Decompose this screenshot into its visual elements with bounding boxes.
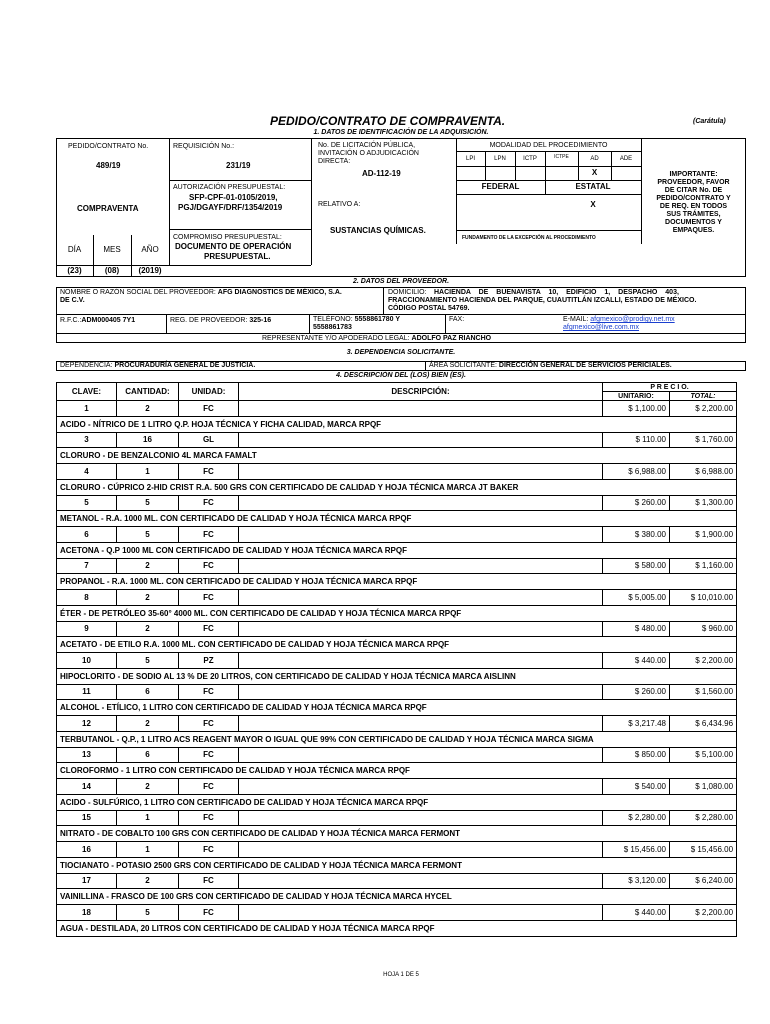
item-empty-cell — [239, 810, 603, 826]
compromiso-value-2: PRESUPUESTAL. — [204, 252, 271, 261]
relativo-label: RELATIVO A: — [318, 201, 361, 208]
item-cantidad: 6 — [117, 684, 179, 700]
table-row — [57, 432, 737, 448]
table-row — [57, 779, 737, 795]
table-row — [57, 590, 737, 606]
licitacion-label: No. DE LICITACIÓN PÚBLICA, INVITACIÓN O ADJUDICACIÓN DIRECTA: — [318, 142, 419, 165]
table-row-description — [57, 574, 737, 590]
table-row — [57, 653, 737, 669]
page-number: HOJA 1 DE 5 — [383, 972, 419, 978]
item-cantidad: 1 — [117, 810, 179, 826]
modalidad-ad-mark: X — [591, 168, 598, 177]
item-total: $ 6,434.96 — [670, 716, 737, 732]
item-total: $ 2,280.00 — [670, 810, 737, 826]
item-clave: 7 — [57, 558, 117, 574]
autorizacion-value-2: PGJ/DGAYF/DRF/1354/2019 — [178, 203, 283, 212]
item-total: $ 1,300.00 — [670, 495, 737, 511]
modalidad-ictp: ICTP — [523, 156, 537, 162]
table-row-description — [57, 889, 737, 905]
unitario-header: UNITARIO: — [603, 392, 670, 401]
section-3-title: 3. DEPENDENCIA SOLICITANTE. — [346, 349, 456, 356]
item-unitario: $ 5,005.00 — [603, 590, 670, 606]
table-row — [57, 684, 737, 700]
rfc-label: R.F.C.:ADM000405 7Y1 — [60, 317, 136, 324]
item-cantidad: 2 — [117, 590, 179, 606]
item-empty-cell — [239, 716, 603, 732]
item-empty-cell — [239, 747, 603, 763]
item-total: $ 1,160.00 — [670, 558, 737, 574]
modalidad-label: MODALIDAD DEL PROCEDIMIENTO — [489, 142, 608, 149]
item-cantidad: 2 — [117, 401, 179, 417]
modalidad-ictpe: ICTPE — [554, 154, 569, 160]
item-description: METANOL - R.A. 1000 ML. CON CERTIFICADO DE CALIDAD Y HOJA TÉCNICA MARCA RPQF — [57, 511, 737, 527]
item-total: $ 1,560.00 — [670, 684, 737, 700]
anio-label: AÑO — [141, 245, 159, 254]
domicilio-value-2: FRACCIONAMIENTO HACIENDA DEL PARQUE, CUAUTITLÁN IZCALLI, ESTADO DE MÉXICO. — [388, 297, 697, 304]
domicilio-value-3: CÓDIGO POSTAL 54769. — [388, 305, 470, 312]
table-row — [57, 747, 737, 763]
item-clave: 6 — [57, 527, 117, 543]
requisicion-value: 231/19 — [226, 161, 251, 170]
modalidad-lpn: LPN — [494, 156, 506, 162]
item-empty-cell — [239, 653, 603, 669]
fax-label: FAX: — [449, 316, 465, 323]
item-description: HIPOCLORITO - DE SODIO AL 13 % DE 20 LITROS, CON CERTIFICADO DE CALIDAD Y HOJA TÉCNICA MARCA AISLINN — [57, 668, 737, 684]
table-row-description — [57, 763, 737, 779]
modalidad-lpi: LPI — [465, 156, 475, 162]
mes-label: MES — [103, 245, 121, 254]
item-unidad: FC — [179, 873, 239, 889]
modalidad-ade: ADE — [619, 156, 633, 162]
item-unitario: $ 440.00 — [603, 905, 670, 921]
item-unidad: FC — [179, 779, 239, 795]
item-clave: 13 — [57, 747, 117, 763]
table-row — [57, 495, 737, 511]
telefono-label: TELÉFONO: 5558861780 Y — [313, 316, 401, 323]
item-clave: 9 — [57, 621, 117, 637]
total-header: TOTAL: — [670, 392, 737, 401]
item-clave: 3 — [57, 432, 117, 448]
item-total: $ 2,200.00 — [670, 905, 737, 921]
descripcion-header: DESCRIPCIÓN: — [239, 383, 603, 401]
item-unidad: FC — [179, 810, 239, 826]
item-description: PROPANOL - R.A. 1000 ML. CON CERTIFICADO DE CALIDAD Y HOJA TÉCNICA MARCA RPQF — [57, 574, 737, 590]
representante-label: REPRESENTANTE Y/O APODERADO LEGAL: ADOLFO PAZ RIANCHO — [262, 335, 492, 342]
table-row-description — [57, 668, 737, 684]
table-row — [57, 527, 737, 543]
item-total: $ 5,100.00 — [670, 747, 737, 763]
table-row-description — [57, 605, 737, 621]
table-row-description — [57, 826, 737, 842]
item-clave: 10 — [57, 653, 117, 669]
dia-value: (23) — [67, 266, 82, 275]
table-row — [57, 810, 737, 826]
table-row — [57, 621, 737, 637]
item-description: CLOROFORMO - 1 LITRO CON CERTIFICADO DE CALIDAD Y HOJA TÉCNICA MARCA RPQF — [57, 763, 737, 779]
item-clave: 15 — [57, 810, 117, 826]
item-empty-cell — [239, 842, 603, 858]
fundamento-label: FUNDAMENTO DE LA EXCEPCIÓN AL PROCEDIMIENTO — [462, 235, 596, 241]
item-description: CLORURO - CÚPRICO 2-HID CRIST R.A. 500 GRS CON CERTIFICADO DE CALIDAD Y HOJA TÉCNICA MARCA JT BAKER — [57, 479, 737, 495]
item-clave: 12 — [57, 716, 117, 732]
item-unidad: FC — [179, 495, 239, 511]
item-unitario: $ 3,217.48 — [603, 716, 670, 732]
items-header-row — [57, 383, 737, 392]
item-cantidad: 6 — [117, 747, 179, 763]
compromiso-label: COMPROMISO PRESUPUESTAL: — [173, 234, 282, 241]
item-unitario: $ 580.00 — [603, 558, 670, 574]
item-unidad: FC — [179, 558, 239, 574]
table-row-description — [57, 920, 737, 936]
dia-label: DÍA — [67, 245, 82, 254]
dependencia-label: DEPENDENCIA: PROCURADURÍA GENERAL DE JUSTICIA. — [60, 362, 256, 369]
autorizacion-value-1: SFP-CPF-01-0105/2019, — [189, 193, 278, 202]
domicilio-value-1: HACIENDA DE BUENAVISTA 10, EDIFICIO 1, DESPACHO 403, — [434, 289, 679, 296]
pedido-value: 489/19 — [96, 161, 121, 170]
table-row-description — [57, 857, 737, 873]
area-label: ÁREA SOLICITANTE: DIRECCIÓN GENERAL DE SERVICIOS PERICIALES. — [429, 362, 672, 369]
item-empty-cell — [239, 527, 603, 543]
section-1-title: 1. DATOS DE IDENTIFICACIÓN DE LA ADQUISICIÓN. — [313, 129, 489, 136]
item-unidad: FC — [179, 716, 239, 732]
registro-label: REG. DE PROVEEDOR: 325-16 — [170, 317, 272, 324]
item-unitario: $ 2,280.00 — [603, 810, 670, 826]
item-clave: 8 — [57, 590, 117, 606]
item-unitario: $ 3,120.00 — [603, 873, 670, 889]
item-unitario: $ 850.00 — [603, 747, 670, 763]
item-description: NITRATO - DE COBALTO 100 GRS CON CERTIFICADO DE CALIDAD Y HOJA TÉCNICA MARCA FERMONT — [57, 826, 737, 842]
item-cantidad: 2 — [117, 558, 179, 574]
table-row — [57, 716, 737, 732]
pedido-label: PEDIDO/CONTRATO No. — [68, 143, 149, 150]
item-empty-cell — [239, 873, 603, 889]
item-empty-cell — [239, 684, 603, 700]
item-unitario: $ 540.00 — [603, 779, 670, 795]
compromiso-value-1: DOCUMENTO DE OPERACIÓN — [175, 242, 292, 251]
item-description: ACETATO - DE ETILO R.A. 1000 ML. CON CERTIFICADO DE CALIDAD Y HOJA TÉCNICA MARCA RPQF — [57, 637, 737, 653]
item-clave: 16 — [57, 842, 117, 858]
requisicion-label: REQUISICIÓN No.: — [173, 143, 235, 150]
item-total: $ 2,200.00 — [670, 401, 737, 417]
item-empty-cell — [239, 558, 603, 574]
email-link-2[interactable]: afgmexico@live.com.mx — [563, 324, 639, 331]
email-link-1[interactable]: afgmexico@prodigy.net.mx — [590, 316, 675, 323]
item-unitario: $ 6,988.00 — [603, 464, 670, 480]
item-unidad: FC — [179, 842, 239, 858]
unidad-header: UNIDAD: — [179, 383, 239, 401]
item-cantidad: 16 — [117, 432, 179, 448]
clave-header: CLAVE: — [57, 383, 117, 401]
item-unidad: FC — [179, 401, 239, 417]
table-row — [57, 842, 737, 858]
table-row-description — [57, 794, 737, 810]
item-clave: 4 — [57, 464, 117, 480]
important-note: IMPORTANTE: PROVEEDOR, FAVOR DE CITAR No. DE PEDIDO/CONTRATO Y DE REQ. EN TODOS SUS TRÁMITES, DOCUMENTOS Y EMPAQUES. — [656, 171, 731, 234]
item-total: $ 10,010.00 — [670, 590, 737, 606]
anio-value: (2019) — [138, 266, 162, 275]
table-row — [57, 401, 737, 417]
item-description: TIOCIANATO - POTASIO 2500 GRS CON CERTIFICADO DE CALIDAD Y HOJA TÉCNICA MARCA FERMONT — [57, 857, 737, 873]
item-description: ACIDO - SULFÚRICO, 1 LITRO CON CERTIFICADO DE CALIDAD Y HOJA TÉCNICA MARCA RPQF — [57, 794, 737, 810]
item-description: CLORURO - DE BENZALCONIO 4L MARCA FAMALT — [57, 448, 737, 464]
item-empty-cell — [239, 590, 603, 606]
item-unidad: FC — [179, 684, 239, 700]
item-cantidad: 2 — [117, 779, 179, 795]
table-row-description — [57, 448, 737, 464]
items-table — [56, 382, 737, 937]
table-row — [57, 558, 737, 574]
item-clave: 11 — [57, 684, 117, 700]
table-row-description — [57, 479, 737, 495]
item-unidad: FC — [179, 747, 239, 763]
mes-value: (08) — [104, 266, 120, 275]
email-label: E-MAIL: afgmexico@prodigy.net.mx — [563, 316, 675, 323]
item-unidad: PZ — [179, 653, 239, 669]
item-clave: 17 — [57, 873, 117, 889]
item-cantidad: 1 — [117, 464, 179, 480]
item-total: $ 6,240.00 — [670, 873, 737, 889]
table-row — [57, 905, 737, 921]
item-empty-cell — [239, 495, 603, 511]
table-row-description — [57, 416, 737, 432]
item-cantidad: 5 — [117, 653, 179, 669]
item-unitario: $ 440.00 — [603, 653, 670, 669]
item-unidad: FC — [179, 905, 239, 921]
table-row-description — [57, 700, 737, 716]
item-clave: 1 — [57, 401, 117, 417]
item-unitario: $ 15,456.00 — [603, 842, 670, 858]
item-total: $ 2,200.00 — [670, 653, 737, 669]
item-empty-cell — [239, 621, 603, 637]
item-cantidad: 5 — [117, 495, 179, 511]
item-cantidad: 1 — [117, 842, 179, 858]
item-unidad: GL — [179, 432, 239, 448]
estatal-mark: X — [590, 200, 596, 209]
item-description: ACETONA - Q.P 1000 ML CON CERTIFICADO DE CALIDAD Y HOJA TÉCNICA MARCA RPQF — [57, 542, 737, 558]
item-total: $ 15,456.00 — [670, 842, 737, 858]
item-total: $ 1,080.00 — [670, 779, 737, 795]
item-cantidad: 2 — [117, 716, 179, 732]
item-unidad: FC — [179, 464, 239, 480]
item-clave: 14 — [57, 779, 117, 795]
table-row-description — [57, 542, 737, 558]
federal-label: FEDERAL — [481, 182, 520, 191]
item-empty-cell — [239, 401, 603, 417]
table-row-description — [57, 511, 737, 527]
table-row-description — [57, 637, 737, 653]
autorizacion-label: AUTORIZACIÓN PRESUPUESTAL: — [173, 184, 286, 191]
item-total: $ 1,760.00 — [670, 432, 737, 448]
item-cantidad: 2 — [117, 873, 179, 889]
item-description: AGUA - DESTILADA, 20 LITROS CON CERTIFICADO DE CALIDAD Y HOJA TÉCNICA MARCA RPQF — [57, 920, 737, 936]
item-unitario: $ 380.00 — [603, 527, 670, 543]
item-empty-cell — [239, 432, 603, 448]
item-description: ÉTER - DE PETRÓLEO 35-60° 4000 ML. CON CERTIFICADO DE CALIDAD Y HOJA TÉCNICA MARCA RPQF — [57, 605, 737, 621]
item-total: $ 960.00 — [670, 621, 737, 637]
item-unitario: $ 480.00 — [603, 621, 670, 637]
item-unitario: $ 260.00 — [603, 684, 670, 700]
item-unitario: $ 260.00 — [603, 495, 670, 511]
document-title: PEDIDO/CONTRATO DE COMPRAVENTA. — [270, 114, 506, 128]
item-cantidad: 5 — [117, 527, 179, 543]
item-clave: 5 — [57, 495, 117, 511]
table-row — [57, 464, 737, 480]
modalidad-ad: AD — [590, 156, 599, 162]
table-row-description — [57, 731, 737, 747]
item-unitario: $ 110.00 — [603, 432, 670, 448]
item-cantidad: 2 — [117, 621, 179, 637]
precio-header: P R E C I O. — [603, 383, 737, 392]
item-unidad: FC — [179, 527, 239, 543]
cantidad-header: CANTIDAD: — [117, 383, 179, 401]
tipo-value: COMPRAVENTA — [77, 204, 139, 213]
item-unidad: FC — [179, 590, 239, 606]
item-unitario: $ 1,100.00 — [603, 401, 670, 417]
section-4-title: 4. DESCRIPCIÓN DEL (LOS) BIEN (ES). — [336, 372, 466, 379]
estatal-label: ESTATAL — [575, 182, 611, 191]
item-total: $ 1,900.00 — [670, 527, 737, 543]
item-empty-cell — [239, 779, 603, 795]
domicilio-label: DOMICILIO: — [388, 289, 427, 296]
item-empty-cell — [239, 905, 603, 921]
item-total: $ 6,988.00 — [670, 464, 737, 480]
item-description: TERBUTANOL - Q.P., 1 LITRO ACS REAGENT MAYOR O IGUAL QUE 99% CON CERTIFICADO DE CALIDAD Y HOJA TÉCNICA MARCA SIGMA — [57, 731, 737, 747]
item-description: ALCOHOL - ETÍLICO, 1 LITRO CON CERTIFICADO DE CALIDAD Y HOJA TÉCNICA MARCA RPQF — [57, 700, 737, 716]
nombre-value-2: DE C.V. — [60, 297, 85, 304]
item-unidad: FC — [179, 621, 239, 637]
table-row — [57, 873, 737, 889]
caratula-label: (Carátula) — [693, 118, 726, 125]
item-empty-cell — [239, 464, 603, 480]
relativo-value: SUSTANCIAS QUÍMICAS. — [330, 226, 426, 235]
telefono-value-2: 5558861783 — [313, 324, 352, 331]
item-description: VAINILLINA - FRASCO DE 100 GRS CON CERTIFICADO DE CALIDAD Y HOJA TÉCNICA MARCA HYCEL — [57, 889, 737, 905]
section-2-title: 2. DATOS DEL PROVEEDOR. — [352, 278, 450, 285]
item-clave: 18 — [57, 905, 117, 921]
licitacion-value: AD-112-19 — [362, 169, 401, 178]
nombre-label: NOMBRE O RAZÓN SOCIAL DEL PROVEEDOR: AFG DIAGNOSTICS DE MÉXICO, S.A. — [60, 289, 342, 296]
item-cantidad: 5 — [117, 905, 179, 921]
item-description: ACIDO - NÍTRICO DE 1 LITRO Q.P. HOJA TÉCNICA Y FICHA CALIDAD, MARCA RPQF — [57, 416, 737, 432]
